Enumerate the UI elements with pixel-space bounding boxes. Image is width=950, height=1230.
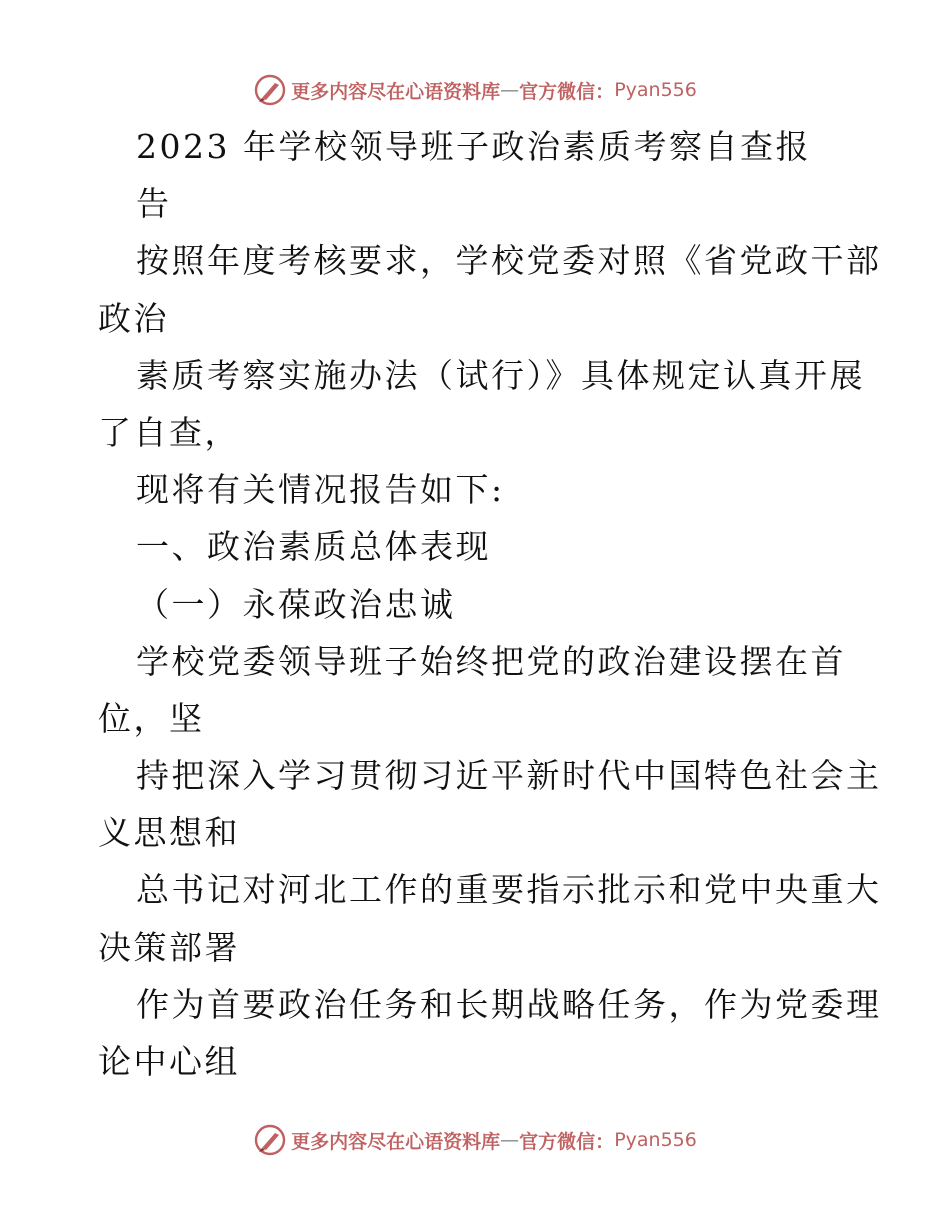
- watermark-separator: —: [500, 1129, 520, 1151]
- watermark-main-text: 更多内容尽在心语资料库: [291, 1130, 501, 1153]
- text-line: 政治: [98, 298, 169, 338]
- text-line: 义思想和: [98, 813, 240, 853]
- watermark-wechat-id: Pyan556: [614, 79, 697, 101]
- text-line: 素质考察实施办法（试行）》具体规定认真开展: [136, 355, 865, 395]
- watermark-label: 官方微信：: [519, 1130, 615, 1153]
- text-line: 论中心组: [98, 1042, 240, 1081]
- text-line: 决策部署: [98, 927, 240, 967]
- text-line: （一）永葆政治忠诚: [136, 584, 456, 624]
- text-line: 按照年度考核要求，学校党委对照《省党政干部: [136, 241, 882, 281]
- footer-watermark: [0, 1120, 950, 1160]
- text-line: 一、政治素质总体表现: [136, 527, 491, 567]
- text-line: 告: [136, 184, 172, 224]
- document-body: [98, 118, 882, 1090]
- text-line: 现将有关情况报告如下:: [136, 470, 505, 510]
- text-line: 总书记对河北工作的重要指示批示和党中央重大: [136, 870, 882, 910]
- watermark-label: 官方微信：: [519, 80, 615, 103]
- text-line: 作为首要政治任务和长期战略任务，作为党委理: [136, 984, 882, 1024]
- watermark-main-text: 更多内容尽在心语资料库: [291, 80, 501, 103]
- text-line: 持把深入学习贯彻习近平新时代中国特色社会主: [136, 756, 882, 796]
- text-line: 位，坚: [98, 698, 205, 738]
- watermark-wechat-id: Pyan556: [614, 1129, 697, 1151]
- text-line: 学校党委领导班子始终把党的政治建设摆在首: [136, 641, 846, 681]
- text-line: 2023 年学校领导班子政治素质考察自查报: [136, 127, 811, 166]
- header-watermark: [0, 70, 950, 110]
- watermark-separator: —: [500, 79, 520, 101]
- text-line: 了自查，: [98, 412, 240, 452]
- pen-feather-logo-icon: [253, 73, 287, 107]
- pen-feather-logo-icon: [253, 1123, 287, 1157]
